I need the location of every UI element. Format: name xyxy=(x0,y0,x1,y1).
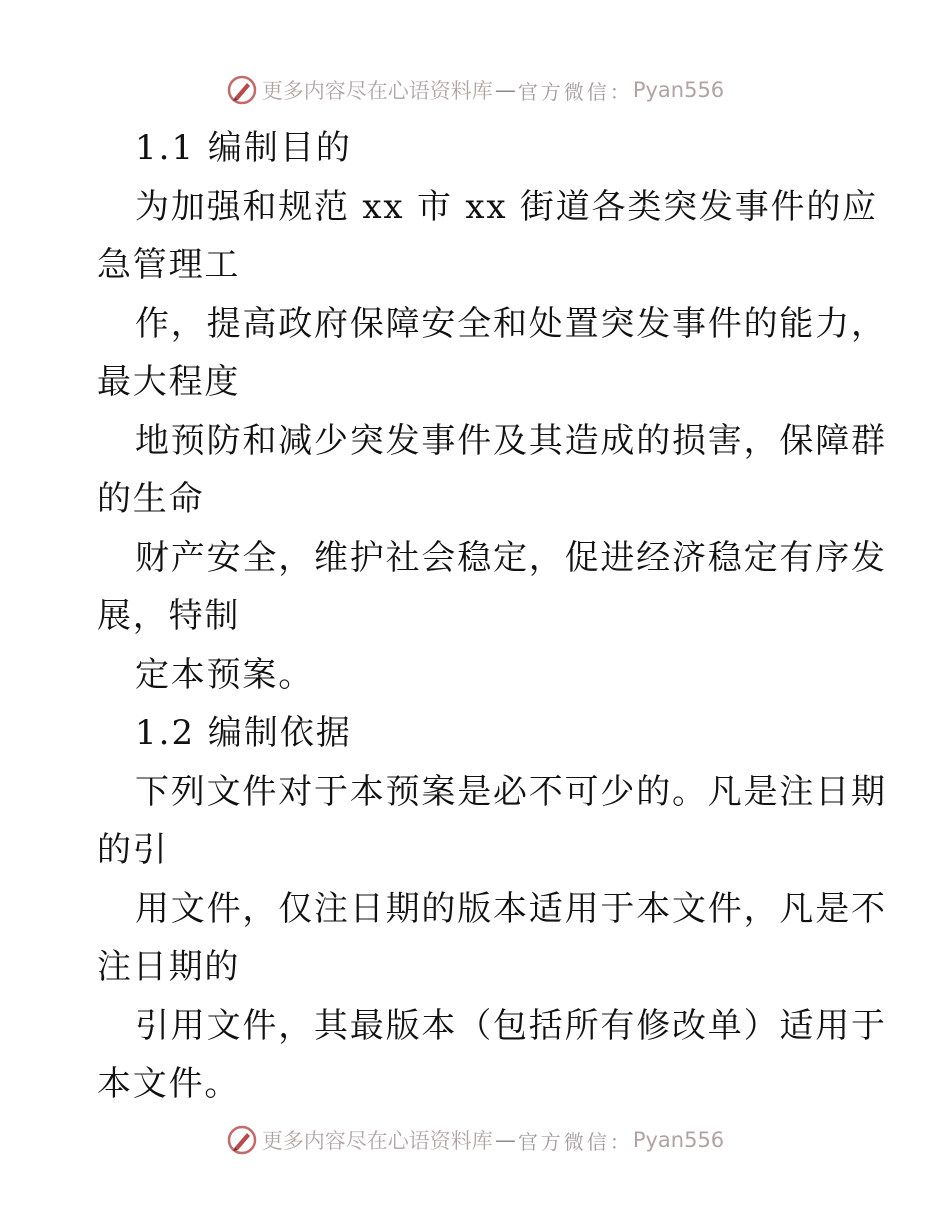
section-heading: 1.1 编制目的 xyxy=(135,128,352,168)
watermark-footer xyxy=(0,1120,950,1160)
paragraph-line: 急管理工 xyxy=(97,245,241,285)
watermark-contact: Pyan556 xyxy=(632,1128,725,1152)
watermark-contact: Pyan556 xyxy=(632,78,725,102)
watermark-text: 更多内容尽在心语资料库 xyxy=(261,1129,493,1153)
paragraph-line: 的引 xyxy=(97,830,169,870)
pen-logo-icon xyxy=(226,1124,258,1156)
paragraph-line: 定本预案。 xyxy=(135,654,314,695)
paragraph-line: 作，提高政府保障安全和处置突发事件的能力， xyxy=(135,303,887,344)
paragraph-line: 引用文件，其最版本（包括所有修改单）适用于 xyxy=(135,1005,887,1046)
watermark-dash: — xyxy=(494,78,516,102)
paragraph-line: 用文件，仅注日期的版本适用于本文件，凡是不 xyxy=(135,888,887,929)
watermark-text: 更多内容尽在心语资料库 xyxy=(261,79,493,103)
paragraph-line: 下列文件对于本预案是必不可少的。凡是注日期 xyxy=(135,771,887,812)
watermark-label: 官方微信： xyxy=(517,79,633,104)
watermark-header xyxy=(0,70,950,110)
paragraph-line: 本文件。 xyxy=(97,1064,241,1104)
pen-logo-icon xyxy=(226,74,258,106)
watermark-dash: — xyxy=(494,1128,516,1152)
paragraph-line: 注日期的 xyxy=(97,947,241,987)
paragraph-line: 展，特制 xyxy=(97,596,241,636)
paragraph-line: 的生命 xyxy=(97,479,205,519)
watermark-label: 官方微信： xyxy=(517,1129,633,1154)
paragraph-line: 地预防和减少突发事件及其造成的损害，保障群 xyxy=(135,420,887,461)
section-heading: 1.2 编制依据 xyxy=(135,713,352,753)
paragraph-line: 为加强和规范 xx 市 xx 街道各类突发事件的应 xyxy=(135,186,878,227)
document-body xyxy=(0,119,950,1114)
paragraph-line: 财产安全，维护社会稳定，促进经济稳定有序发 xyxy=(135,537,887,578)
paragraph-line: 最大程度 xyxy=(97,362,241,402)
